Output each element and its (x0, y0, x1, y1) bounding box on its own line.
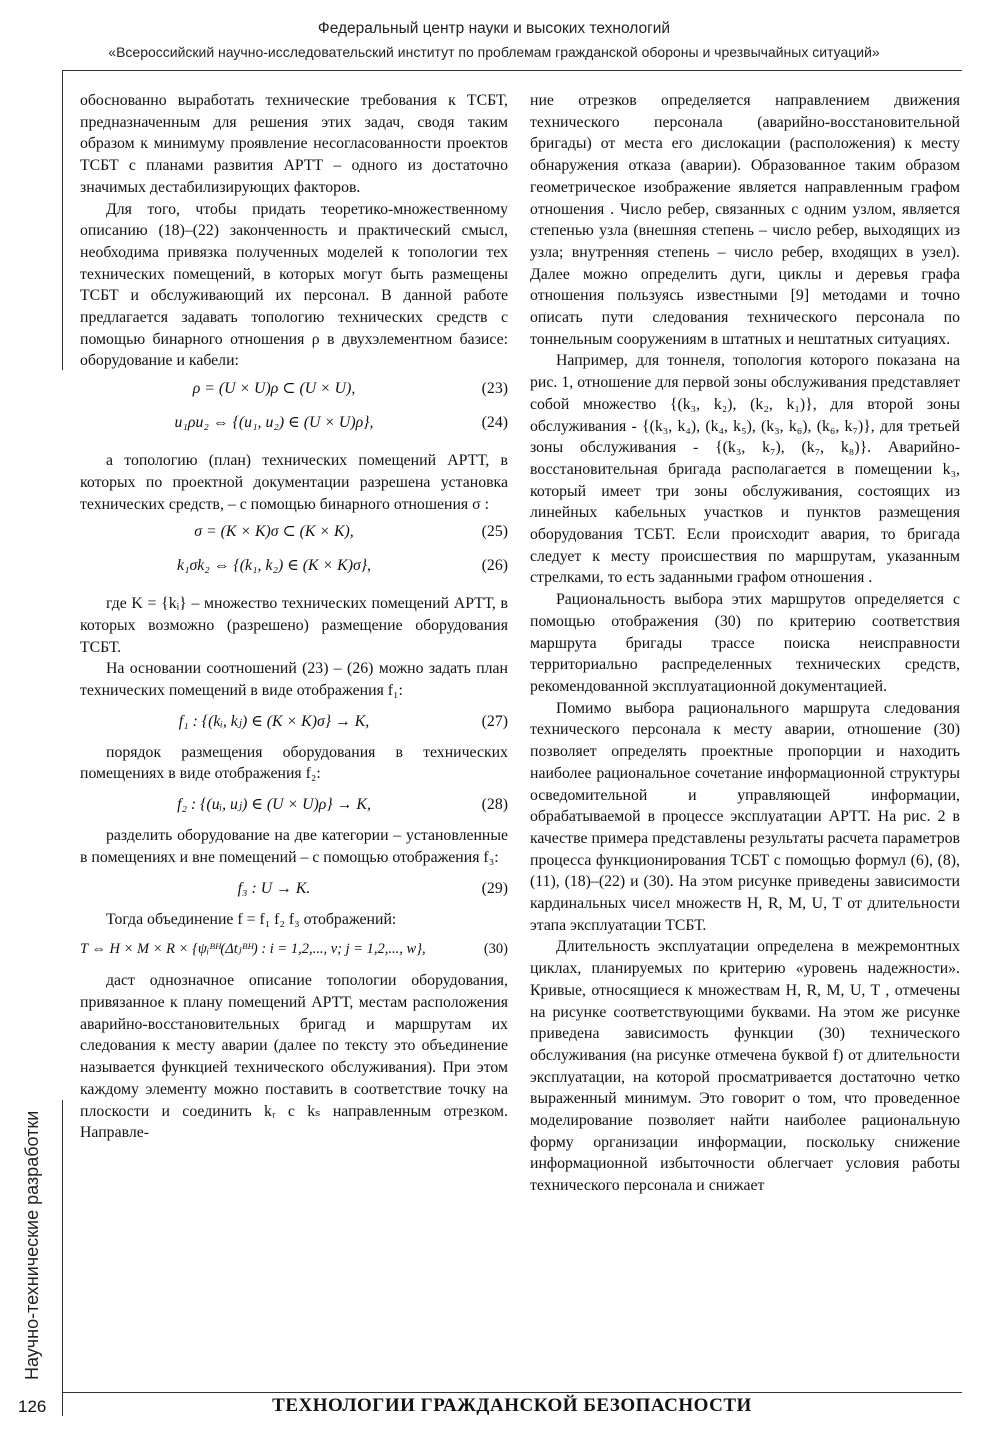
equation-number: (25) (481, 523, 508, 541)
right-column (530, 90, 960, 1197)
paragraph: где K = {kᵢ} – множество технических помещений АРТТ, в которых возможно (разрешено) размещение оборудования ТСБТ. (80, 595, 508, 656)
margin-line-top (62, 70, 63, 370)
paragraph: обоснованно выработать технические требования к ТСБТ, предназначенным для решения этих задач, сводя таким образом к минимуму проявление несогласованности проектов ТСБТ с планами развития АРТТ – одного из достаточно значимых дестабилизирующих факторов. (80, 92, 508, 196)
equation-formula: f₁ : {(kᵢ, kⱼ) ∈ (K × K)σ} → K, (178, 712, 370, 730)
footer-rule (62, 1392, 962, 1393)
equation-26 (80, 549, 508, 583)
equation-formula: u₁ρu₂ ⇔ {(u₁, u₂) ∈ (U × U)ρ}, (174, 414, 374, 432)
equation-number: (28) (481, 796, 508, 814)
left-column (80, 90, 508, 1144)
paragraph: порядок размещения оборудования в технических помещениях в виде отображения f₂: (80, 743, 508, 783)
equation-29 (80, 869, 508, 909)
journal-title: ТЕХНОЛОГИИ ГРАЖДАНСКОЙ БЕЗОПАСНОСТИ (272, 1395, 752, 1416)
equation-formula: f₂ : {(uᵢ, uⱼ) ∈ (U × U)ρ} → K, (177, 796, 371, 814)
section-side-label: Научно-технические разработки (22, 1110, 42, 1380)
page-number: 126 (18, 1397, 47, 1416)
equation-24 (80, 406, 508, 440)
paragraph: ние отрезков определяется направлением движения технического персонала (аварийно-восстановительной бригады) от места его дислокации (расположения) к месту обнаружения отказа (аварии). Образованное таким образом геометрическое изображение является направленным графом отношения . Число ребер, связанных с одним узлом, является степенью узла (внешняя степень – число ребер, выходящих из узла; внутренняя степень – число ребер, входящих в узел). Далее можно определить дуги, циклы и деревья графа отношения пользуясь известными [9] методами и точно описать пути следования технического персонала по тоннельным сооружениям в штатных и нештатных ситуациях. (530, 92, 960, 348)
equation-formula: T ⇔ H × M × R × {ψᵢᴮᴴ(Δtⱼᴮᴴ) : i = 1,2,..., v; j = 1,2,..., w}, (80, 941, 426, 958)
equation-formula: k₁σk₂ ⇔ {(k₁, k₂) ∈ (K × K)σ}, (176, 557, 372, 575)
equation-number: (24) (481, 414, 508, 432)
paragraph: даст однозначное описание топологии оборудования, привязанное к плану помещений АРТТ, местам расположения аварийно-восстановительных бригад и маршрутам их следования к месту аварии (далее по тексту это объединение называется функцией технического обслуживания). При этом каждому элементу можно поставить в соответствие точку на плоскости и соединить kᵣ с kₛ направленным отрезком. Направле- (80, 972, 508, 1142)
equation-number: (30) (483, 941, 508, 958)
equation-number: (29) (481, 879, 508, 897)
paragraph: Тогда объединение f = f₁ f₂ f₃ отображений: (106, 910, 397, 928)
equation-23 (80, 372, 508, 406)
paragraph: а топологию (план) технических помещений АРТТ, в которых по проектной документации разрешена установка технических средств, – с помощью бинарного отношения σ : (80, 452, 508, 513)
paragraph: Помимо выбора рационального маршрута следования технического персонала к месту аварии, отношение (30) позволяет определять проектные пропорции и находить наиболее рациональное сочетание информационной структуры осведомительной и управляющей информации, обрабатываемой в процессе эксплуатации АРТТ. На рис. 2 в качестве примера представлены результаты расчета параметров процесса функционирования ТСБТ с помощью формул (6), (8), (11), (18)–(22) и (30). На этом рисунке приведены зависимости кардинальных чисел множеств H, R, M, U, T от длительности этапа эксплуатации ТСБТ. (530, 699, 960, 934)
header-center-name: Федеральный центр науки и высоких технологий (317, 20, 671, 37)
margin-line-bottom (62, 1100, 63, 1416)
paragraph: разделить оборудование на две категории – установленные в помещениях и вне помещений – с помощью отображения f₃: (80, 827, 508, 866)
equation-25 (80, 515, 508, 549)
paragraph: Рациональность выбора этих маршрутов определяется с помощью отображения (30) по критерию соответствия маршрута бригады трассе поиска неисправности территориально распределенных технических средств, рекомендованной эксплуатационной документацией. (530, 591, 960, 695)
equation-number: (23) (481, 380, 508, 398)
equation-formula: ρ = (U × U)ρ ⊂ (U × U), (192, 380, 356, 398)
header-institute-name: «Всероссийский научно-исследовательский институт по проблемам гражданской обороны и чрезвычайных ситуаций» (108, 44, 880, 60)
header-rule (62, 70, 962, 71)
equation-30 (80, 930, 508, 970)
paragraph: Длительность эксплуатации определена в межремонтных циклах, планируемых по критерию «уровень надежности». Кривые, относящиеся к множествам H, R, M, U, T , отмечены на рисунке соответствующими буквами. На этом же рисунке приведена зависимость функции (30) технического обслуживания (на рисунке отмечена буквой f) от длительности эксплуатации, на которой просматривается достаточно четко выраженный минимум. Это говорит о том, что проведенное моделирование позволяет найти наиболее рациональную форму организации информации, поскольку снижение информационной избыточности облегчает условия работы технического персонала и снижает (530, 938, 960, 1195)
equation-number: (26) (481, 557, 508, 575)
equation-number: (27) (481, 712, 508, 730)
equation-28 (80, 785, 508, 825)
equation-27 (80, 702, 508, 742)
paragraph: Например, для тоннеля, топология которого показана на рис. 1, отношение для первой зоны обслуживания представляет собой множество {(k₃, k₂), (k₂, k₁)}, для второй зоны обслуживания - {(k₃, k₄), (k₄, k₅), (k₃, k₆), (k₆, k₇)}, для третьей зоны обслуживания - {(k₃, k₇), (k₇, k₈)}. Аварийно-восстановительная бригада располагается в помещении k₃, который имеет три зоны обслуживания, состоящих из линейных кабельных участков и пунктов размещения оборудования ТСБТ. Если происходит авария, то бригада следует к месту происшествия по маршрутам, указанным стрелками, то есть заданными графом отношения . (530, 352, 960, 587)
equation-formula: σ = (K × K)σ ⊂ (K × K), (194, 523, 354, 541)
paragraph: На основании соотношений (23) – (26) можно задать план технических помещений в виде отображения f₁: (80, 660, 508, 700)
paragraph: Для того, чтобы придать теоретико-множественному описанию (18)–(22) законченность и практический смысл, необходима привязка полученных моделей к топологии тех технических помещений, в которых могут быть размещены ТСБТ и обслуживающий их персонал. В данной работе предлагается задавать топологию технических средств с помощью бинарного отношения ρ в двухэлементном базисе: оборудование и кабели: (80, 200, 508, 370)
equation-formula: f₃ : U → K. (237, 879, 311, 897)
